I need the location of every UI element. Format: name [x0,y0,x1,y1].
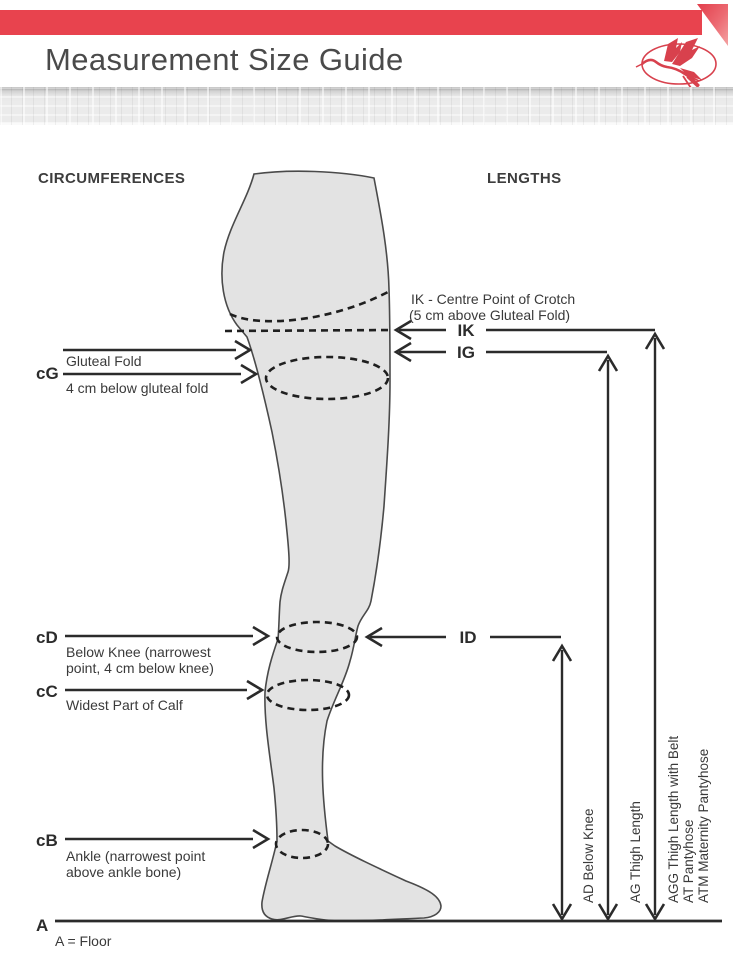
cg-arrow2-label: 4 cm below gluteal fold [66,380,209,396]
agg-vertical-label-line1: AGG Thigh Length with Belt [666,735,681,903]
ag-vertical-label: AG Thigh Length [628,801,643,903]
ik-note-line1: IK - Centre Point of Crotch [411,291,576,307]
cd-arrow [65,627,268,645]
leg-illustration [222,171,441,921]
ik-arrow-line [396,321,655,339]
agg-vertical-label-line2: AT Pantyhose [681,819,696,903]
a-floor-label: A = Floor [55,933,112,949]
page-title: Measurement Size Guide [45,42,404,77]
ad-vertical-label: AD Below Knee [581,808,596,903]
ig-label: IG [457,343,475,362]
ik-note-line2: (5 cm above Gluteal Fold) [409,307,571,323]
cd-label-line1: Below Knee (narrowest [66,644,211,660]
cb-label-line1: Ankle (narrowest point [66,848,206,864]
cb-code-label: cB [36,831,58,850]
a-code-label: A [36,916,49,935]
cg-arrow1-label: Gluteal Fold [66,353,142,369]
id-label: ID [459,628,477,647]
agg-vertical-line [646,334,664,919]
cd-label-line2: point, 4 cm below knee) [66,660,214,676]
cg-code-label: cG [36,364,59,383]
lengths-heading: LENGTHS [487,170,562,187]
cd-code-label: cD [36,628,58,647]
ig-arrow-line [396,343,607,361]
cc-label: Widest Part of Calf [66,697,183,713]
ik-label: IK [457,321,475,340]
circumferences-heading: CIRCUMFERENCES [38,170,186,187]
ag-vertical-line [599,356,617,919]
ad-vertical-line [553,646,571,919]
cb-arrow [65,830,268,848]
cb-label-line2: above ankle bone) [66,864,182,880]
agg-vertical-label-line3: ATM Maternity Pantyhose [696,748,711,903]
cc-code-label: cC [36,682,58,701]
